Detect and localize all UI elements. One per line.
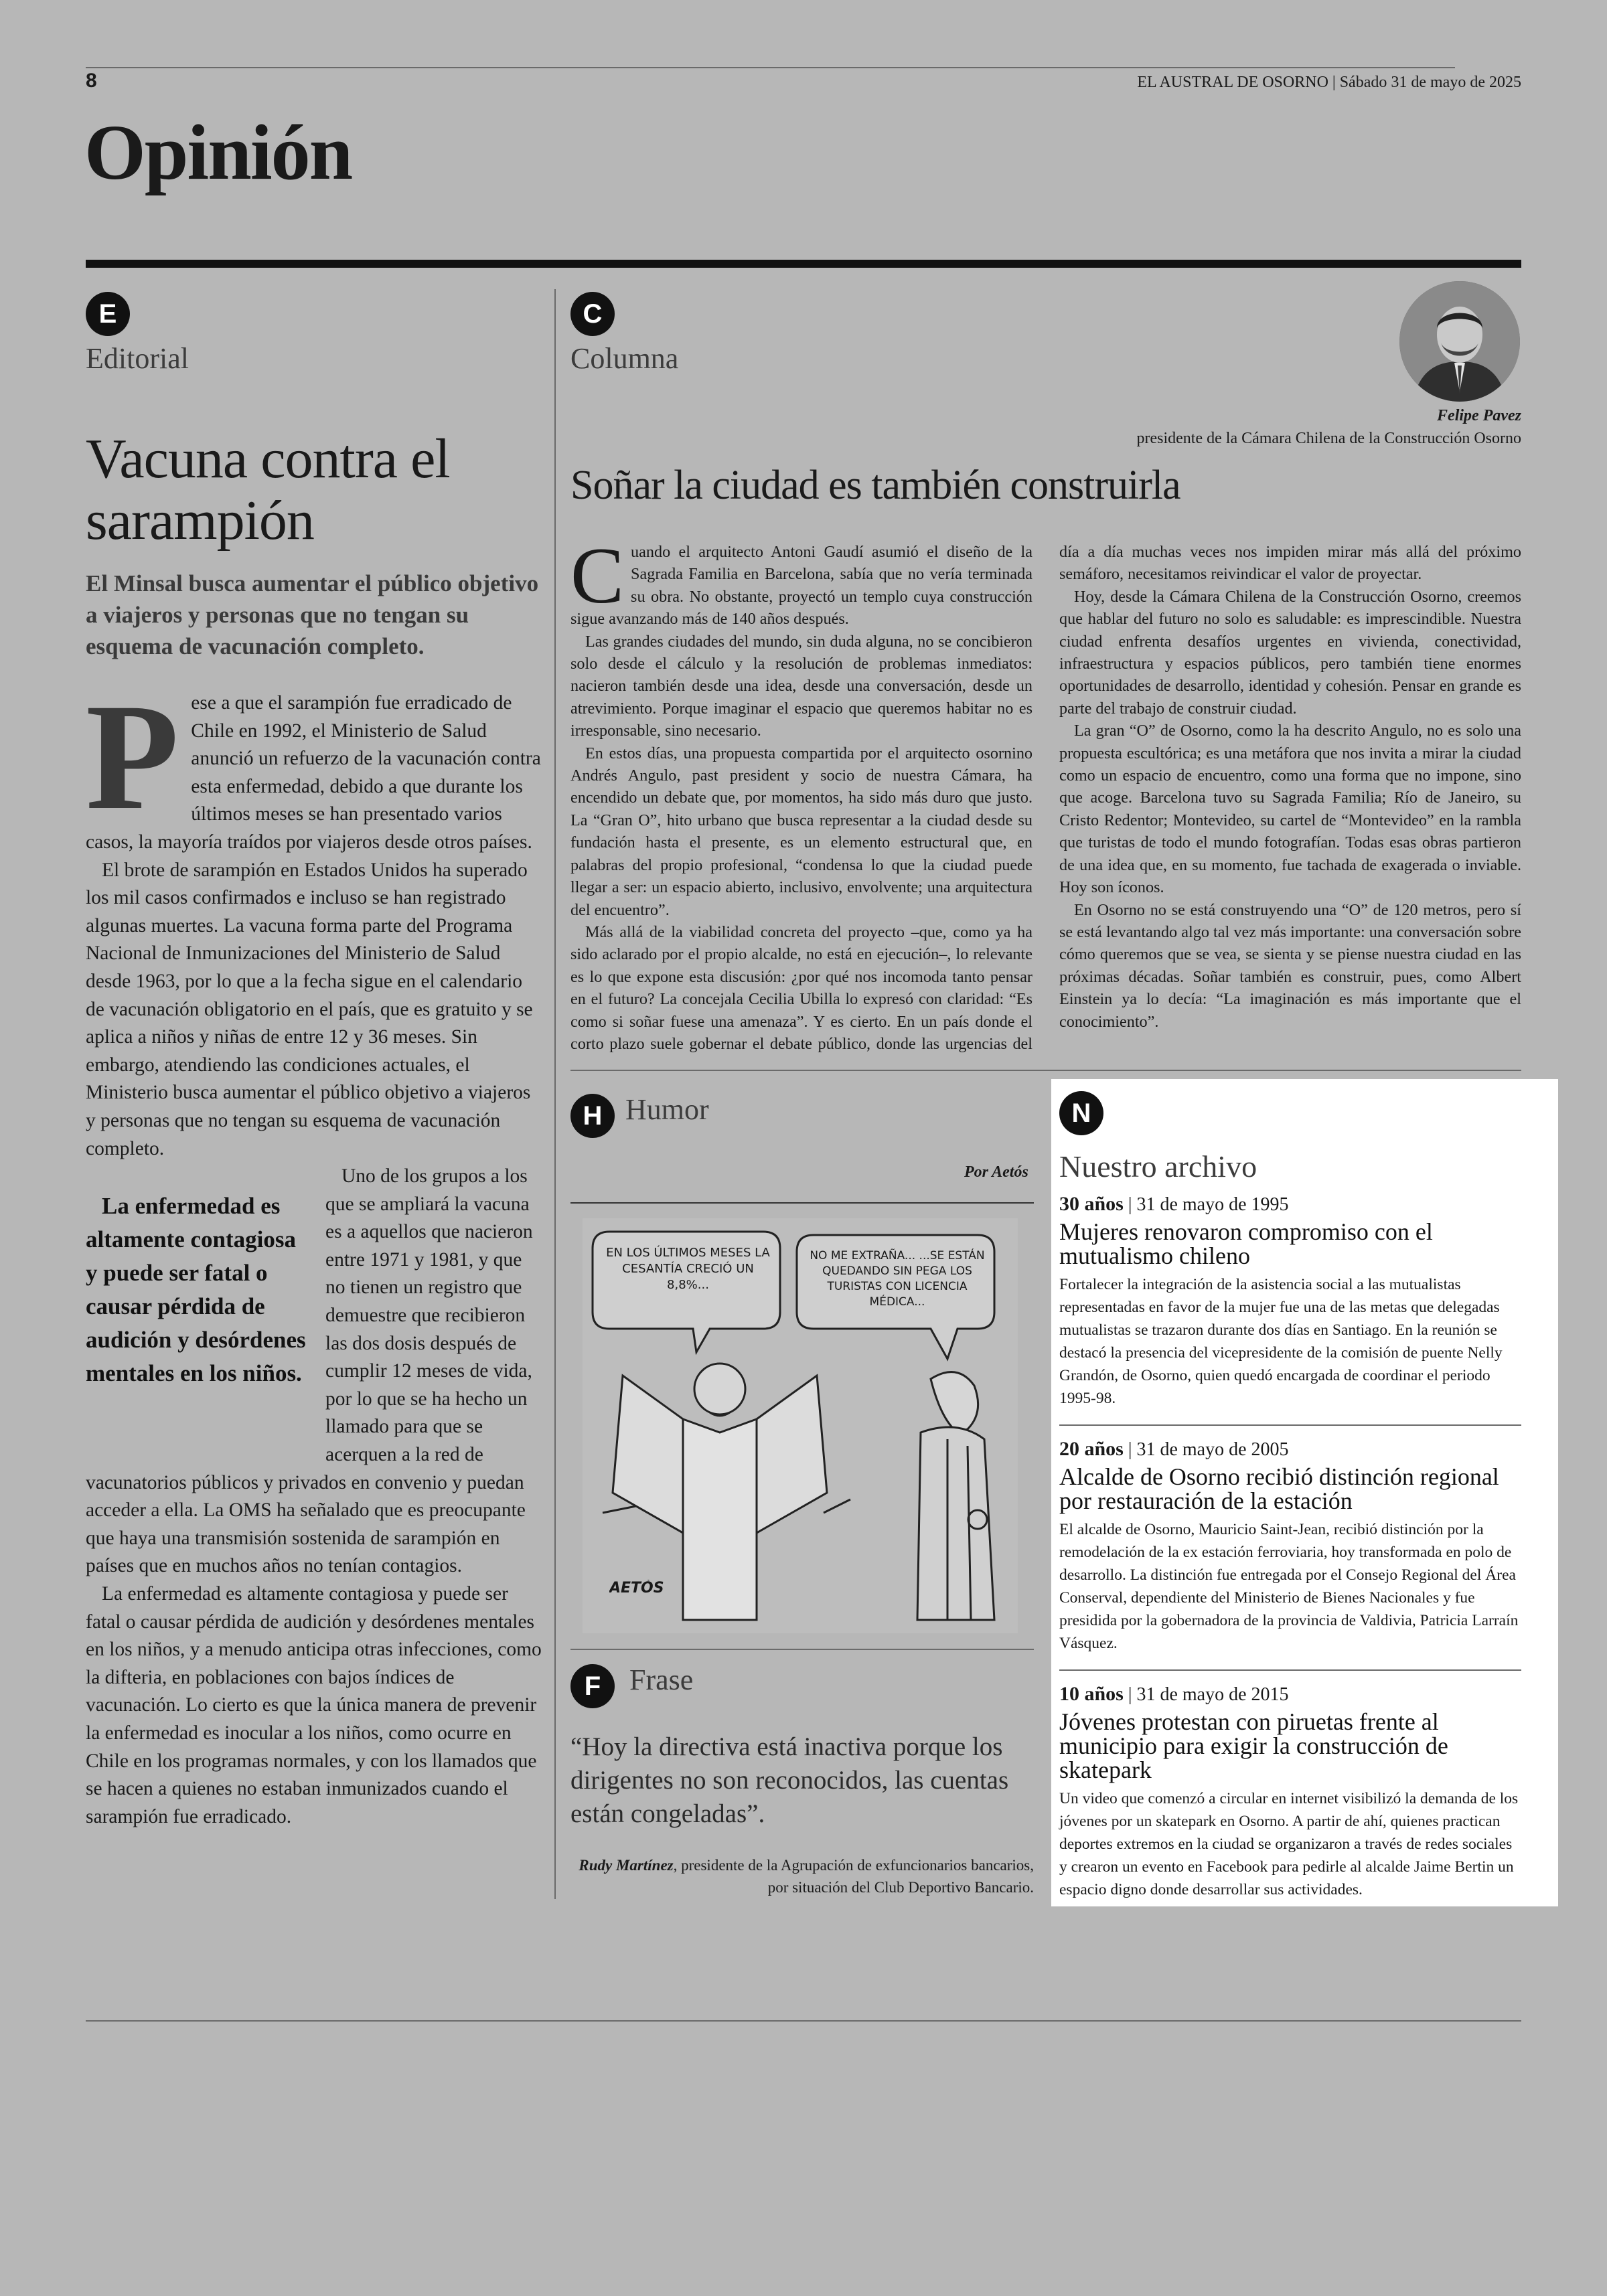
cartoon-bubble-2: NO ME EXTRAÑA... ...SE ESTÁN QUEDANDO SIN PEGA LOS TURISTAS CON LICENCIA MÉDICA... xyxy=(810,1249,985,1309)
archive-text: El alcalde de Osorno, Mauricio Saint-Jean, recibió distinción por la remodelación de la ex estación ferroviaria, hoy transformada en polo de desarrollo. La distinción fue entregada por el Consejo Regional del Área Conserval, dependiente del Ministerio de Bienes Nacionales y fue presidida por la gobernadora de la provincia de Valdivia, Patricia Larraín Vásquez. xyxy=(1059,1521,1519,1652)
column-dropcap: C xyxy=(570,531,625,620)
top-rule xyxy=(86,67,1455,68)
page-number: 8 xyxy=(86,70,97,92)
frase-badge: F xyxy=(570,1664,615,1708)
archive-text: Fortalecer la integración de la asistencia social a las mutualistas representadas en favor de la mujer fue una de las metas que delegadas mutualistas se trazaron durante dos días en Santiago. En la reunión se destacó la presencia del vicepresidente de la comisión de puente Nelly Grandón, de Osorno, quien quedó encargada de coordinar el periodo 1995-98. xyxy=(1059,1276,1503,1407)
frase-source xyxy=(570,1854,1034,1898)
archive-title: Nuestro archivo xyxy=(1059,1149,1257,1183)
archive-meta xyxy=(1059,1683,1521,1706)
column-badge: C xyxy=(570,292,615,336)
author-role: presidente de la Cámara Chilena de la Construcción Osorno xyxy=(1136,430,1521,447)
editorial-kicker: Editorial xyxy=(86,342,189,375)
archive-separator xyxy=(1059,1424,1521,1426)
author-name: Felipe Pavez xyxy=(1437,407,1521,424)
column-paragraph: Más allá de la viabilidad concreta del proyecto –que, como ya ha sido aclarado por el propio alcalde, no está en ejecución–, lo relevante es lo que expone esta discusión: ¿por qué nos incomoda tanto pensar en el futuro? La concejala Cecilia Ubilla lo expresó con claridad: “Es como si soñar fuese una amenaza”. Y es cierto. En un país donde el corto plazo suele gobernar el debate público, donde las urgencias del día a día muchas veces nos impiden mirar más allá del próximo semáforo, necesitamos reivindicar el valor de proyectar. xyxy=(570,543,1521,1053)
column-paragraph: En estos días, una propuesta compartida por el arquitecto osornino Andrés Angulo, past president y socio de nuestra Cámara, ha encendido un debate que, por momentos, ha sido más duro que justo. La “Gran O”, hito urbano que busca representar a la ciudad desde su fundación hasta el presente, es un elemento estructural que, en palabras del propio profesional, “condensa lo que la ciudad puede llegar a ser: un espacio abierto, inclusivo, envolvente; una arquitectura del encuentro”. xyxy=(570,744,1032,919)
editorial-dropcap: P xyxy=(86,673,179,841)
archive-item xyxy=(1059,1438,1521,1671)
masthead: EL AUSTRAL DE OSORNO | Sábado 31 de mayo de 2025 xyxy=(1137,74,1521,91)
column-headline: Soñar la ciudad es también construirla xyxy=(570,463,1180,508)
archive-text: Un video que comenzó a circular en internet visibilizó la demanda de los jóvenes por un skatepark en Osorno. A partir de ahí, quienes practican deportes extremos en la ciudad se organizaron a través de redes sociales y crearon un evento en Facebook para pedirle al alcalde Jaime Bertin un espacio digno donde desarrollar sus actividades. xyxy=(1059,1790,1519,1898)
archive-item xyxy=(1059,1193,1521,1426)
author-photo xyxy=(1399,281,1520,402)
cartoon-drawing-icon xyxy=(583,1218,1018,1633)
frase-source-name: Rudy Martínez xyxy=(579,1857,674,1874)
section-title: Opinión xyxy=(84,108,352,196)
archive-meta xyxy=(1059,1438,1521,1461)
column-paragraph: Las grandes ciudades del mundo, sin duda alguna, no se concibieron solo desde el cálculo y la resolución de problemas inmediatos: nacieron también desde una idea, desde una conversación, desde un atrevimiento. Porque imaginar el espacio que queremos habitar no es irresponsable, sino necesario. xyxy=(570,632,1032,740)
archive-date: | 31 de mayo de 1995 xyxy=(1128,1194,1289,1215)
column-bottom-rule xyxy=(570,1070,1521,1071)
column-paragraph: En Osorno no se está construyendo una “O” de 120 metros, pero sí se está levantando algo tal vez más importante: una conversación sobre cómo queremos que se vea, se sienta y se piense nuestra ciudad en las próximas décadas. Soñar también es construir, pues, como Albert Einstein ya lo decía: “La imaginación es más importante que el conocimiento”. xyxy=(1059,900,1521,1031)
frase-source-rest: , presidente de la Agrupación de exfuncionarios bancarios, por situación del Club Deportivo Bancario. xyxy=(673,1857,1034,1896)
column-body xyxy=(570,531,1521,1056)
editorial-paragraph: Uno de los grupos a los que se ampliará la vacuna es a aquellos que nacieron entre 1971 y 1981, y que no tienen un registro que demuestre que recibieron las dos dosis después de cumplir 12 meses de vida, por lo que se ha hecho un llamado para que se acerquen a la red de vacunatorios públicos y privados en convenio y puedan acceder a ella. La OMS ha señalado que es preocupante que haya una transmisión sostenida de sarampión en países que en muchos años no tenían contagios. xyxy=(86,1165,533,1577)
archive-years: 20 años xyxy=(1059,1438,1124,1460)
archive-date: | 31 de mayo de 2005 xyxy=(1128,1439,1289,1460)
archive-headline: Alcalde de Osorno recibió distinción regional por restauración de la estación xyxy=(1059,1463,1499,1514)
column-paragraph: La gran “O” de Osorno, como la ha descrito Angulo, no es solo una propuesta escultórica; es una metáfora que nos invita a mirar la ciudad como un espacio de encuentro, como una forma que no impone, sino que acoge. Barcelona tuvo su Sagrada Familia; Río de Janeiro, su Cristo Redentor; Montevideo, su cartel de “Montevideo” en la rambla que turistas de todo el mundo fotografían. Todas esas obras partieron de una idea que, en su momento, fue tachada de exagerada o inviable. Hoy son íconos. xyxy=(1059,722,1521,897)
section-rule xyxy=(86,260,1521,268)
humor-bottom-rule xyxy=(570,1649,1034,1650)
column-paragraph: Hoy, desde la Cámara Chilena de la Construcción Osorno, creemos que hablar del futuro no solo es saludable: es imprescindible. Nuestra ciudad enfrenta desafíos urgentes en vivienda, conectividad, infraestructura y espacios públicos, pero también tiene enormes oportunidades de desarrollo, identidad y cohesión. Pensar en grande es parte del trabajo de construir ciudad. xyxy=(1059,587,1521,718)
frase-kicker: Frase xyxy=(629,1663,694,1696)
archive-meta xyxy=(1059,1193,1521,1216)
column-divider xyxy=(554,289,556,1899)
editorial-paragraph: El brote de sarampión en Estados Unidos ha superado los mil casos confirmados e incluso se han registrado algunas muertes. La vacuna forma parte del Programa Nacional de Inmunizaciones del Ministerio de Salud desde 1963, por lo que a la fecha sigue en el calendario de vacunación obligatorio en el país, que es gratuito y se aplica a niños y niñas de entre 12 y 36 meses. Sin embargo, atendiendo las condiciones actuales, el Ministerio busca aumentar el público objetivo a viajeros y personas que no tengan su esquema de vacunación completo. xyxy=(86,859,533,1159)
archive-years: 30 años xyxy=(1059,1193,1124,1215)
archive-separator xyxy=(1059,1669,1521,1671)
humor-badge: H xyxy=(570,1094,615,1138)
archive-headline: Mujeres renovaron compromiso con el mutualismo chileno xyxy=(1059,1218,1433,1269)
frase-quote: “Hoy la directiva está inactiva porque los dirigentes no son reconocidos, las cuentas están congeladas”. xyxy=(570,1732,1009,1828)
author-portrait-icon xyxy=(1399,281,1520,402)
editorial-deck: El Minsal busca aumentar el público objetivo a viajeros y personas que no tengan su esquema de vacunación completo. xyxy=(86,570,539,659)
editorial-paragraph: ese a que el sarampión fue erradicado de Chile en 1992, el Ministerio de Salud anunció un refuerzo de la vacunación contra esta enfermedad, debido a que durante los últimos meses se han presentado varios casos, la mayoría traídos por viajeros desde otros países. xyxy=(86,692,541,853)
editorial-paragraph: La enfermedad es altamente contagiosa y puede ser fatal o causar pérdida de audición y desórdenes mentales en los niños, y a menudo anticipa otras infecciones, como la difteria, en poblaciones con bajos índices de vacunación. Lo cierto es que la única manera de prevenir la enfermedad es inocular a los niños, como ocurre en Chile en los programas normales, y con los llamados que se hacen a quienes no estaban inmunizados cuando el sarampión fue erradicado. xyxy=(86,1583,542,1827)
archive-item xyxy=(1059,1683,1521,1901)
cartoon xyxy=(583,1218,1018,1633)
editorial-badge: E xyxy=(86,292,130,336)
archive-date: | 31 de mayo de 2015 xyxy=(1128,1684,1289,1705)
column-paragraph: uando el arquitecto Antoni Gaudí asumió el diseño de la Sagrada Familia en Barcelona, sabía que no vería terminada su obra. No obstante, proyectó un templo cuya construcción sigue avanzando más de 140 años después. xyxy=(570,543,1032,629)
column-kicker: Columna xyxy=(570,342,679,375)
editorial-body xyxy=(86,673,545,1831)
archive-headline: Jóvenes protestan con piruetas frente al municipio para exigir la construcción de skatepark xyxy=(1059,1708,1448,1783)
humor-byline: Por Aetós xyxy=(964,1163,1028,1181)
archive-badge: N xyxy=(1059,1091,1103,1135)
archive-years: 10 años xyxy=(1059,1683,1124,1705)
humor-rule xyxy=(570,1202,1034,1204)
humor-kicker: Humor xyxy=(625,1093,709,1126)
editorial-pullquote: La enfermedad es altamente contagiosa y puede ser fatal o causar pérdida de audición y desórdenes mentales en los niños. xyxy=(86,1193,306,1387)
cartoon-signature: AETÓS xyxy=(609,1580,664,1596)
bottom-rule xyxy=(86,2020,1521,2022)
cartoon-bubble-1: EN LOS ÚLTIMOS MESES LA CESANTÍA CRECIÓ UN 8,8%... xyxy=(606,1246,770,1292)
editorial-headline: Vacuna contra el sarampión xyxy=(86,428,450,552)
